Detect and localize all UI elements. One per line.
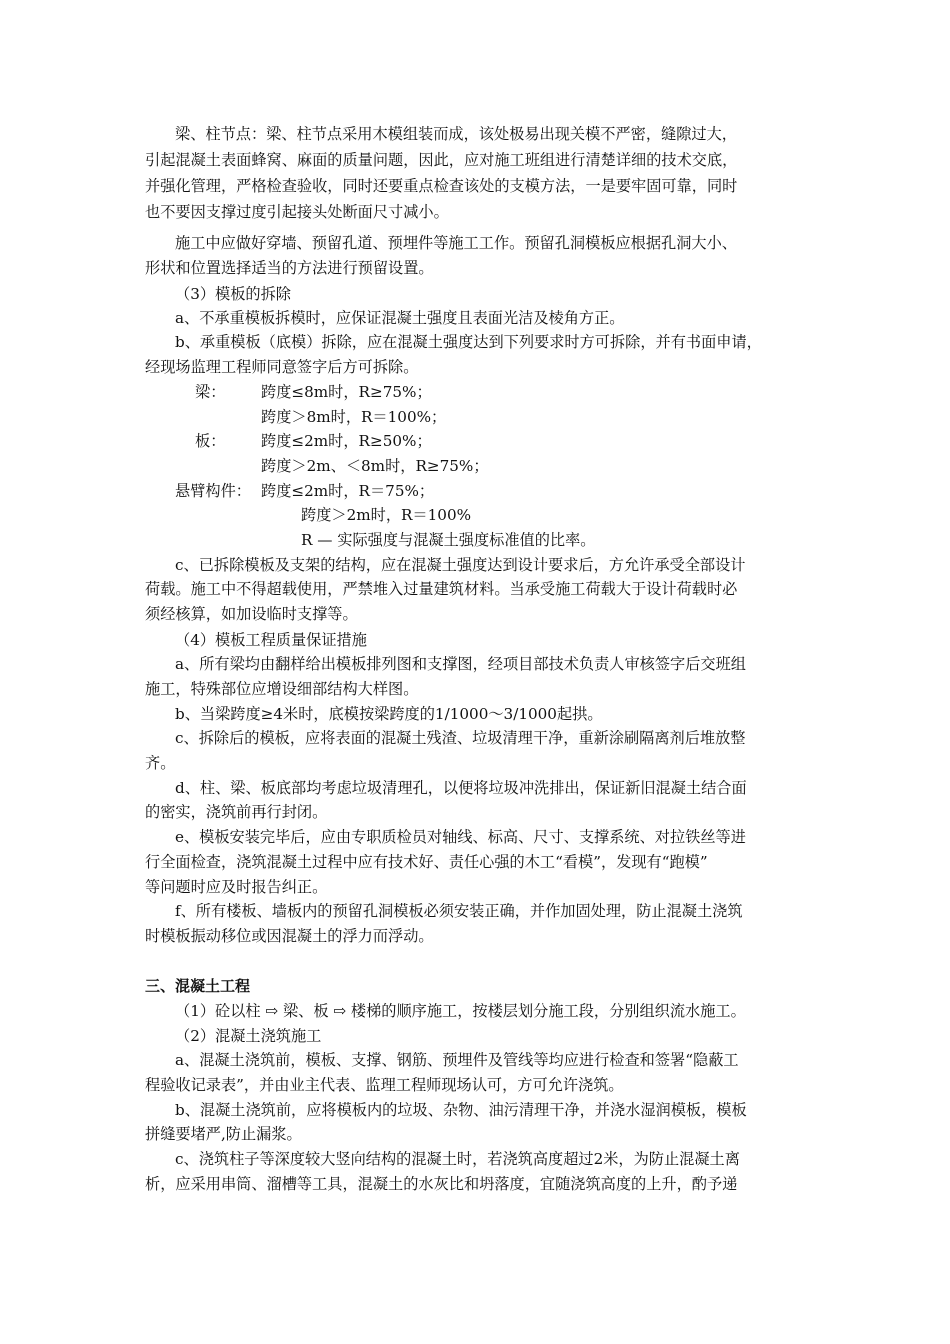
section-4-item-e-line-1: e、模板安装完毕后，应由专职质检员对轴线、标高、尺寸、支撑系统、对拉铁丝等进 (175, 828, 746, 846)
concrete-item-2-title: （2）混凝土浇筑施工 (175, 1027, 322, 1045)
req-note: R — 实际强度与混凝土强度标准值的比率。 (301, 531, 596, 549)
section-4-item-d-line-1: d、柱、梁、板底部均考虑垃圾清理孔，以便将垃圾冲洗排出，保证新旧混凝土结合面 (175, 779, 747, 797)
section-4-item-a-line-2: 施工，特殊部位应增设细部结构大样图。 (145, 680, 419, 698)
section-4-title: （4）模板工程质量保证措施 (175, 631, 367, 649)
section-4-item-e-line-2: 行全面检查，浇筑混凝土过程中应有技术好、责任心强的木工“看模”，发现有“跑模” (145, 853, 708, 871)
concrete-item-1: （1）砼以柱 ⇨ 梁、板 ⇨ 楼梯的顺序施工，按楼层划分施工段，分别组织流水施工。 (175, 1002, 746, 1020)
section-heading-concrete: 三、混凝土工程 (145, 977, 251, 995)
concrete-item-a-line-2: 程验收记录表”，并由业主代表、监理工程师现场认可，方可允许浇筑。 (145, 1076, 624, 1094)
concrete-item-b-line-1: b、混凝土浇筑前，应将模板内的垃圾、杂物、油污清理干净，并浇水湿润模板，模板 (175, 1101, 747, 1119)
paragraph-beam-column-line-3: 并强化管理，严格检查验收，同时还要重点检查该处的支模方法，一是要牢固可靠，同时 (145, 177, 738, 195)
paragraph-reserved-holes-line-2: 形状和位置选择适当的方法进行预留设置。 (145, 259, 434, 277)
req-slab-2: 跨度＞2m、＜8m时，R≥75%； (261, 457, 489, 475)
section-3-item-c-line-2: 荷载。施工中不得超载使用，严禁堆入过量建筑材料。当承受施工荷载大于设计荷载时必 (145, 580, 738, 598)
section-3-item-a: a、不承重模板拆模时，应保证混凝土强度且表面光洁及棱角方正。 (175, 309, 625, 327)
concrete-item-c-line-1: c、浇筑柱子等深度较大竖向结构的混凝土时，若浇筑高度超过2米，为防止混凝土离 (175, 1150, 740, 1168)
concrete-item-a-line-1: a、混凝土浇筑前，模板、支撑、钢筋、预埋件及管线等均应进行检查和签署“隐蔽工 (175, 1051, 739, 1069)
req-slab-1: 跨度≤2m时，R≥50%； (261, 432, 432, 450)
section-4-item-a-line-1: a、所有梁均由翻样给出模板排列图和支撑图，经项目部技术负责人审核签字后交班组 (175, 655, 746, 673)
section-3-title: （3）模板的拆除 (175, 285, 291, 303)
section-4-item-e-line-3: 等问题时应及时报告纠正。 (145, 878, 328, 896)
section-3-item-b-line-1: b、承重模板（底模）拆除，应在混凝土强度达到下列要求时方可拆除，并有书面申请， (175, 333, 762, 351)
section-4-item-c-line-2: 齐。 (145, 754, 176, 772)
section-3-item-b-line-2: 经现场监理工程师同意签字后方可拆除。 (145, 358, 419, 376)
paragraph-beam-column-line-4: 也不要因支撑过度引起接头处断面尺寸减小。 (145, 203, 449, 221)
section-3-item-c-line-3: 须经核算，如加设临时支撑等。 (145, 605, 358, 623)
paragraph-beam-column-line-1: 梁、柱节点：梁、柱节点采用木模组装而成，该处极易出现关模不严密，缝隙过大， (175, 125, 737, 143)
section-4-item-f-line-1: f、所有楼板、墙板内的预留孔洞模板必须安装正确，并作加固处理，防止混凝土浇筑 (175, 902, 743, 920)
section-4-item-c-line-1: c、拆除后的模板，应将表面的混凝土残渣、垃圾清理干净，重新涂刷隔离剂后堆放整 (175, 729, 746, 747)
section-4-item-f-line-2: 时模板振动移位或因混凝土的浮力而浮动。 (145, 927, 434, 945)
req-beam-label: 梁： (195, 383, 226, 401)
paragraph-reserved-holes-line-1: 施工中应做好穿墙、预留孔道、预埋件等施工工作。预留孔洞模板应根据孔洞大小、 (175, 234, 737, 252)
req-cantilever-2: 跨度＞2m时，R＝100% (301, 506, 472, 524)
concrete-item-c-line-2: 析，应采用串筒、溜槽等工具，混凝土的水灰比和坍落度，宜随浇筑高度的上升，酌予递 (145, 1175, 738, 1193)
req-slab-label: 板： (195, 432, 226, 450)
section-4-item-b: b、当梁跨度≥4米时，底模按梁跨度的1/1000～3/1000起拱。 (175, 705, 603, 723)
concrete-item-b-line-2: 拼缝要堵严,防止漏浆。 (145, 1125, 302, 1143)
section-4-item-d-line-2: 的密实，浇筑前再行封闭。 (145, 803, 328, 821)
req-beam-2: 跨度＞8m时，R＝100%； (261, 408, 447, 426)
req-cantilever-label: 悬臂构件： (175, 482, 251, 500)
req-cantilever-1: 跨度≤2m时，R＝75%； (261, 482, 435, 500)
paragraph-beam-column-line-2: 引起混凝土表面蜂窝、麻面的质量问题，因此，应对施工班组进行清楚详细的技术交底， (145, 151, 738, 169)
req-beam-1: 跨度≤8m时，R≥75%； (261, 383, 432, 401)
section-3-item-c-line-1: c、已拆除模板及支架的结构，应在混凝土强度达到设计要求后，方允许承受全部设计 (175, 556, 746, 574)
